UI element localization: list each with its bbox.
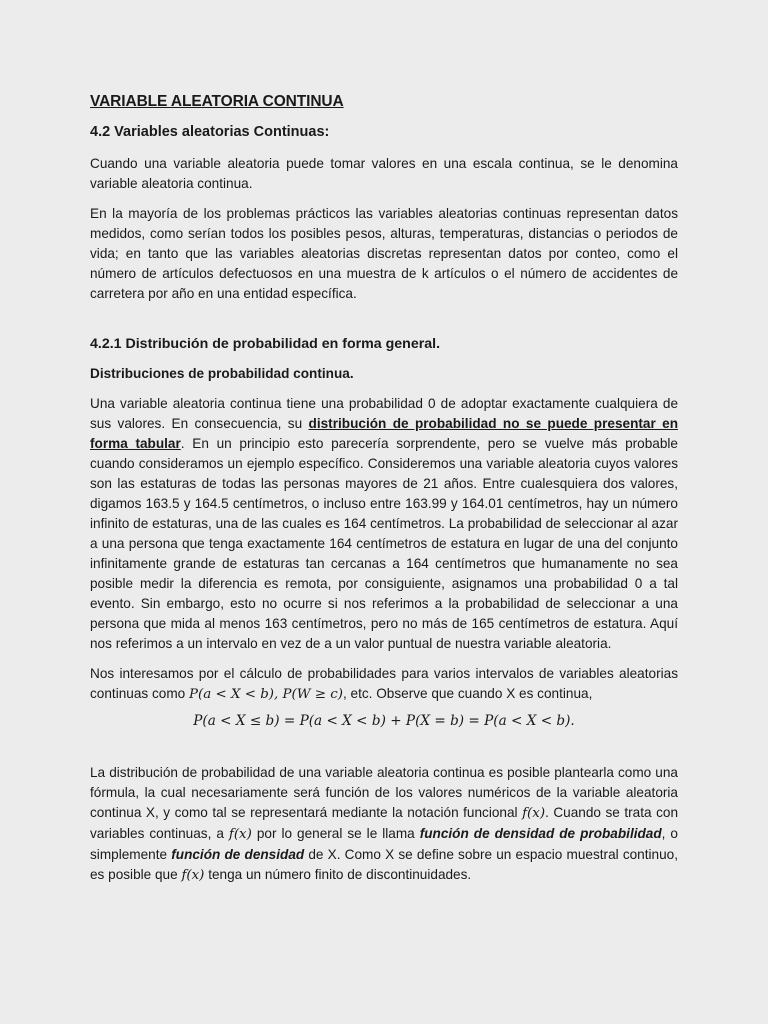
text-run: de X. Como X se define sobre un espacio muestral continuo, es posible que [90, 847, 678, 882]
text-run: tenga un número finito de discontinuidades. [204, 867, 472, 882]
text-run: . Cuando se trata con variables continuas, a [90, 805, 679, 841]
paragraph-definition: Cuando una variable aleatoria puede tomar valores en una escala continua, se le denomina variable aleatoria continua. [90, 156, 678, 191]
paragraph-intervals [90, 664, 678, 705]
subsection-heading: 4.2.1 Distribución de probabilidad en forma general. [90, 336, 441, 352]
paragraph-measured-data: En la mayoría de los problemas prácticos las variables aleatorias continuas representan datos medidos, como serían todos los posibles pesos, alturas, temperaturas, distancias o periodos de vida; en tanto que las variables aleatorias discretas representan datos por conteo, como el número de artículos defectuosos en una muestra de k artículos o el número de accidentes de carretera por año en una entidad específica. [90, 206, 678, 301]
document-title: VARIABLE ALEATORIA CONTINUA [90, 93, 344, 110]
inline-math: f(x) [228, 827, 252, 842]
display-equation: P(a < X ≤ b) = P(a < X < b) + P(X = b) = P(a < X < b). [193, 713, 575, 729]
term-density: función de densidad [171, 847, 305, 862]
emphasis-tabular: distribución de probabilidad no se puede presentar en forma tabular [90, 416, 678, 451]
paragraph-zero-probability [90, 394, 678, 654]
paragraph-density-function [90, 763, 678, 886]
document-body [90, 92, 678, 896]
term-density-probability: función de densidad de probabilidad [419, 826, 662, 841]
text-run: por lo general se le llama [251, 826, 420, 841]
text-run: La distribución de probabilidad de una variable aleatoria continua es posible plantearla como una fórmula, la cual necesariamente será función de los valores numéricos de la variable aleatoria continua X, y como tal se representará mediante la notación funcional [90, 765, 678, 820]
inline-math: f(x) [522, 806, 546, 821]
inline-math: P(a < X < b), P(W ≥ c) [189, 687, 343, 702]
text-run: Una variable aleatoria continua tiene una probabilidad 0 de adoptar exactamente cualquiera de sus valores. En consecuencia, su [90, 396, 678, 431]
inline-math: f(x) [181, 868, 205, 883]
text-run: , o simplemente [90, 826, 678, 862]
text-run: , etc. Observe que cuando X es continua, [342, 686, 593, 701]
section-heading: 4.2 Variables aleatorias Continuas: [90, 124, 330, 140]
subheading: Distribuciones de probabilidad continua. [90, 366, 354, 381]
text-run: . En un principio esto parecería sorprendente, pero se vuelve más probable cuando consideramos un ejemplo específico. Consideremos una variable aleatoria cuyos valores son las estaturas de todas las personas mayores de 21 años. Entre cualesquiera dos valores, digamos 163.5 y 164.5 centímetros, o incluso entre 163.99 y 164.01 centímetros, hay un número infinito de estaturas, una de las cuales es 164 centímetros. La probabilidad de seleccionar al azar a una persona que tenga exactamente 164 centímetros de estatura en lugar de una del conjunto infinitamente grande de estaturas tan cercanas a 164 centímetros que humanamente no sea posible medir la diferencia es remota, por consiguiente, asignamos una probabilidad 0 a tal evento. Sin embargo, esto no ocurre si nos referimos a la probabilidad de seleccionar a una persona que mida al menos 163 centímetros, pero no más de 165 centímetros de estatura. Aquí nos referimos a un intervalo en vez de a un valor puntual de nuestra variable aleatoria. [90, 436, 678, 651]
text-run: Nos interesamos por el cálculo de probabilidades para varios intervalos de variables aleatorias continuas como [90, 666, 678, 701]
